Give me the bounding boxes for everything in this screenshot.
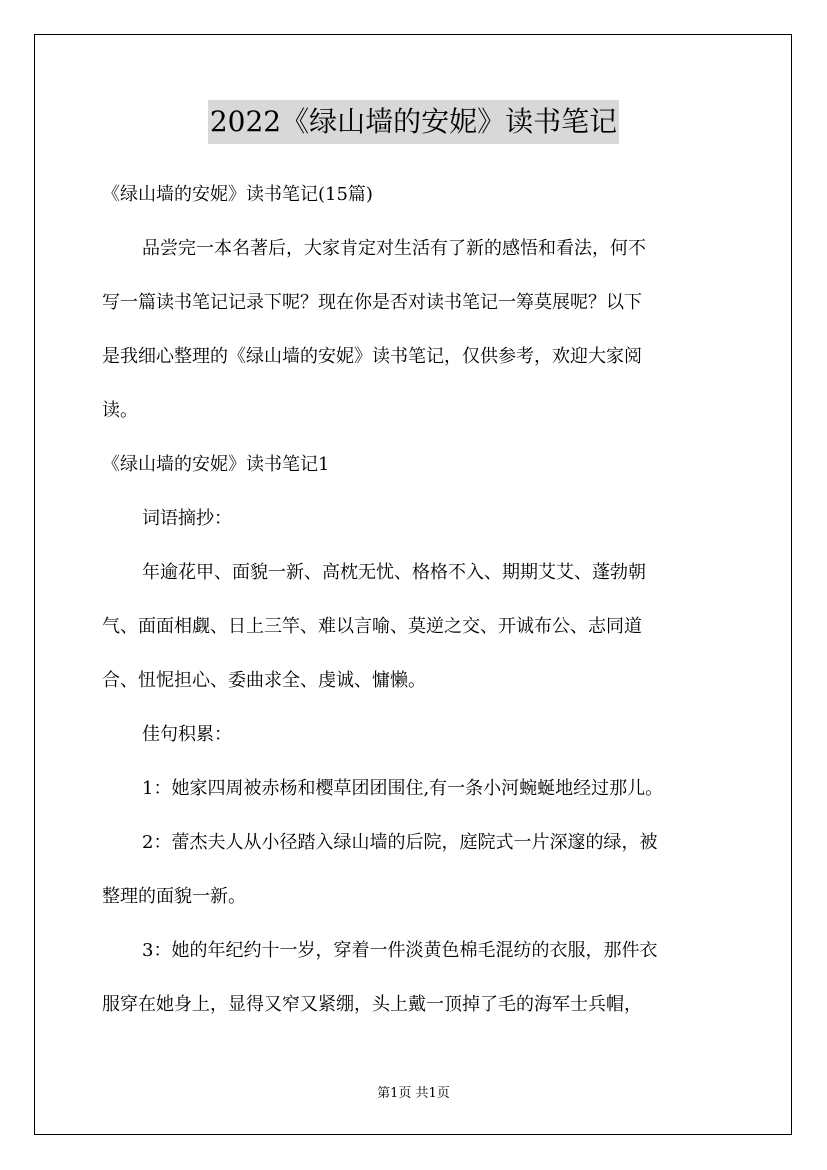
section-heading: 《绿山墙的安妮》读书笔记1 <box>102 454 330 475</box>
sentence-line: 3：她的年纪约十一岁，穿着一件淡黄色棉毛混纺的衣服，那件衣 <box>142 940 658 961</box>
sentence-line: 服穿在她身上，显得又窄又紧绷，头上戴一顶掉了毛的海军士兵帽， <box>102 994 642 1015</box>
sentences-label: 佳句积累： <box>142 724 232 745</box>
intro-line: 是我细心整理的《绿山墙的安妮》读书笔记，仅供参考，欢迎大家阅 <box>102 346 642 367</box>
intro-line: 品尝完一本名著后，大家肯定对生活有了新的感悟和看法，何不 <box>142 238 646 259</box>
subtitle: 《绿山墙的安妮》读书笔记(15篇) <box>102 184 373 205</box>
vocab-line: 合、忸怩担心、委曲求全、虔诚、慵懒。 <box>102 670 426 691</box>
intro-line: 写一篇读书笔记记录下呢？现在你是否对读书笔记一筹莫展呢？以下 <box>102 292 642 313</box>
intro-line: 读。 <box>102 400 138 421</box>
sentence-line: 2：蕾杰夫人从小径踏入绿山墙的后院，庭院式一片深邃的绿，被 <box>142 832 658 853</box>
document-title-block <box>0 100 827 144</box>
vocab-line: 气、面面相觑、日上三竿、难以言喻、莫逆之交、开诚布公、志同道 <box>102 616 642 637</box>
sentence-line: 1：她家四周被赤杨和樱草团团围住,有一条小河蜿蜒地经过那儿。 <box>142 778 664 799</box>
page-footer: 第1页 共1页 <box>377 1086 450 1101</box>
sentence-line: 整理的面貌一新。 <box>102 886 246 907</box>
vocab-label: 词语摘抄： <box>142 508 232 529</box>
vocab-line: 年逾花甲、面貌一新、高枕无忧、格格不入、期期艾艾、蓬勃朝 <box>142 562 646 583</box>
document-title: 2022《绿山墙的安妮》读书笔记 <box>208 100 619 144</box>
